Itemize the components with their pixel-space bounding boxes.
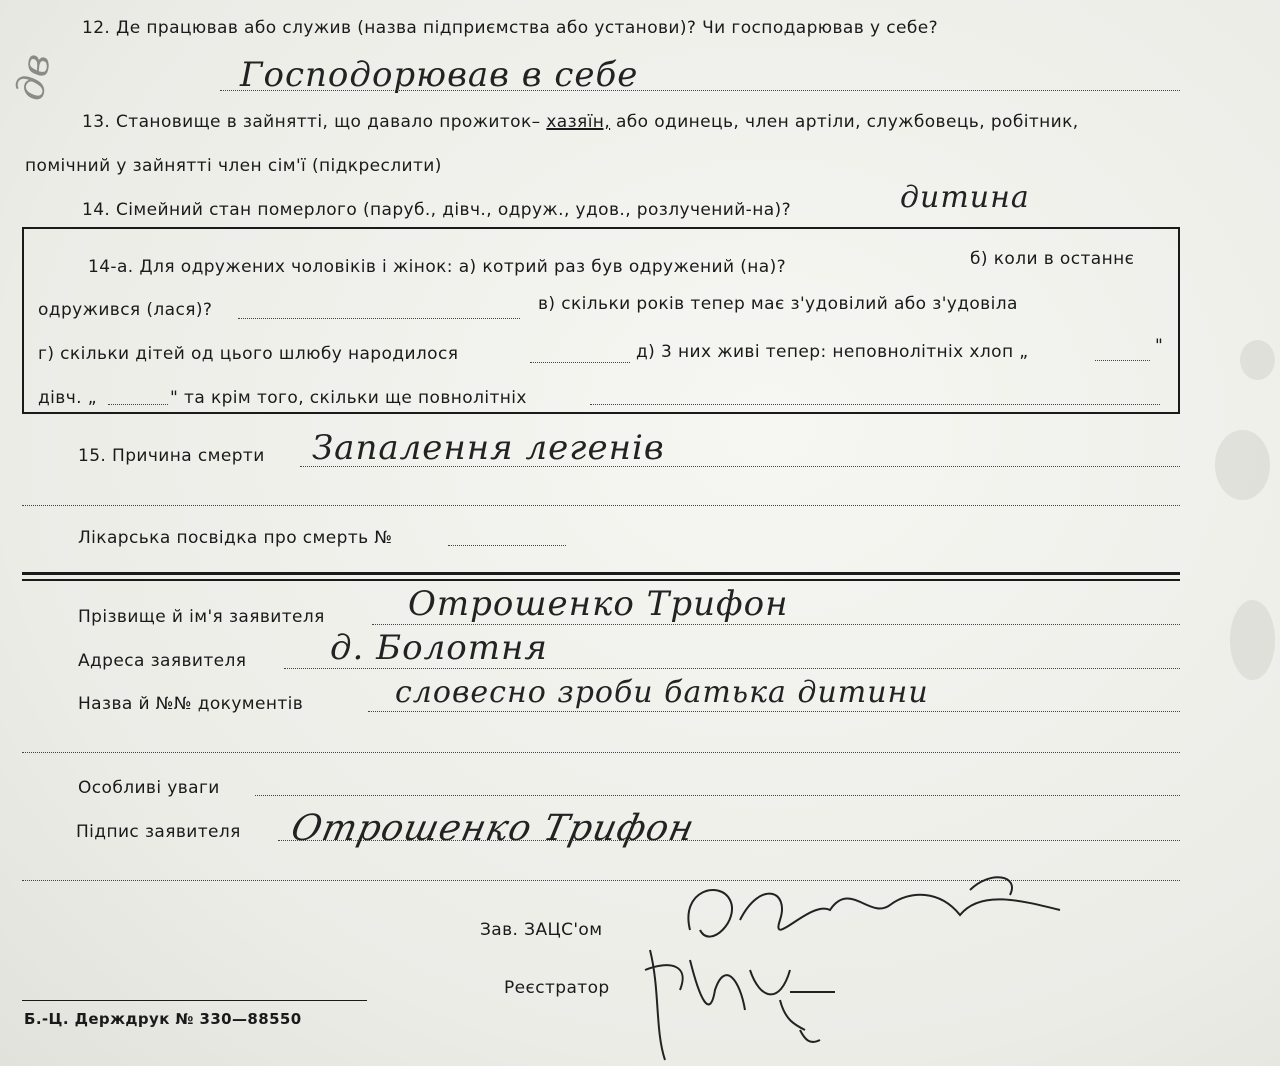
- margin-annotation: дв: [7, 50, 59, 104]
- applicant-address-label: Адреса заявителя: [78, 651, 247, 671]
- q14a-line3-a: г) скільки дітей од цього шлюбу народилося: [38, 344, 459, 364]
- q14a-line4-dots2: [590, 404, 1160, 405]
- notes-line: [255, 795, 1180, 796]
- q14a-line3-dots: [530, 362, 630, 363]
- q14a-line2-a: одружився (лася)?: [38, 300, 213, 320]
- printer-rule: [22, 1000, 367, 1001]
- q14a-line1: 14-а. Для одружених чоловіків і жінок: а) котрий раз був одружений (на)?: [88, 257, 787, 277]
- q14a-line2-b: в) скільки років тепер має з'удовілий або з'удовіла: [538, 294, 1018, 314]
- q12-answer-line: [220, 90, 1180, 91]
- q14a-line3-b: д) 3 них живі тепер: неповнолітніх хлоп „: [636, 342, 1029, 362]
- medical-certificate-label: Лікарська посвідка про смерть №: [78, 528, 393, 548]
- q14-answer: дитина: [900, 180, 1030, 215]
- q13-selected-option: хазяїн,: [546, 112, 611, 132]
- paper-stain: [1230, 600, 1275, 680]
- q14a-line3-quote: ": [1155, 336, 1164, 356]
- signature-label: Підпис заявителя: [76, 822, 241, 842]
- printer-imprint: Б.-Ц. Держдрук № 330—88550: [24, 1010, 302, 1028]
- applicant-name-answer: Отрошенко Трифон: [408, 584, 789, 624]
- documents-answer: словесно зроби батька дитини: [395, 675, 929, 710]
- paper-stain: [1240, 340, 1275, 380]
- q14a-line4-b: " та крім того, скільки ще повнолітніх: [170, 388, 527, 408]
- q14-label: 14. Сімейний стан померлого (паруб., дівч., одруж., удов., розлучений-на)?: [82, 200, 791, 220]
- q15-label: 15. Причина смерти: [78, 446, 265, 466]
- section-divider-thin: [22, 579, 1180, 581]
- registrar-signature: [630, 930, 850, 1065]
- registrar-label: Реєстратор: [504, 978, 610, 998]
- q12-answer: Господорював в себе: [240, 55, 639, 95]
- applicant-name-line: [372, 624, 1180, 625]
- signature-line: [278, 840, 1180, 841]
- notes-label: Особливі уваги: [78, 778, 220, 798]
- q13-label-post: або одинець, член артіли, службовець, робітник,: [615, 112, 1079, 132]
- applicant-name-label: Прізвище й ім'я заявителя: [78, 607, 325, 627]
- applicant-address-answer: д. Болотня: [330, 628, 548, 668]
- documents-line: [368, 711, 1180, 712]
- q15-answer-line: [300, 466, 1180, 467]
- section-divider: [22, 572, 1180, 575]
- q13-label-pre: 13. Становище в зайнятті, що давало прожиток–: [82, 112, 541, 132]
- q14a-line4-a: дівч. „: [38, 388, 97, 408]
- q12-label: 12. Де працював або служив (назва підприємства або установи)? Чи господарював у себе?: [82, 18, 938, 38]
- q13-label-line2: помічний у зайнятті член сім'ї (підкреслити): [25, 156, 442, 176]
- applicant-address-line: [284, 668, 1180, 669]
- q15-extra-line: [22, 505, 1180, 506]
- documents-label: Назва й №№ документів: [78, 694, 304, 714]
- q14a-line4-dots: [108, 404, 168, 405]
- q14a-line1-b: б) коли в останнє: [970, 249, 1135, 269]
- documents-extra-line: [22, 752, 1180, 753]
- head-of-office-label: Зав. ЗАЦС'ом: [480, 920, 603, 940]
- q14a-line3-dots2: [1095, 360, 1150, 361]
- medical-certificate-number-line: [448, 545, 566, 546]
- q15-answer: Запалення легенів: [312, 428, 665, 468]
- q13-label: [82, 112, 1079, 132]
- paper-stain: [1215, 430, 1270, 500]
- q14a-line2-dots: [238, 318, 520, 319]
- applicant-signature: Отрошенко Трифон: [287, 808, 699, 849]
